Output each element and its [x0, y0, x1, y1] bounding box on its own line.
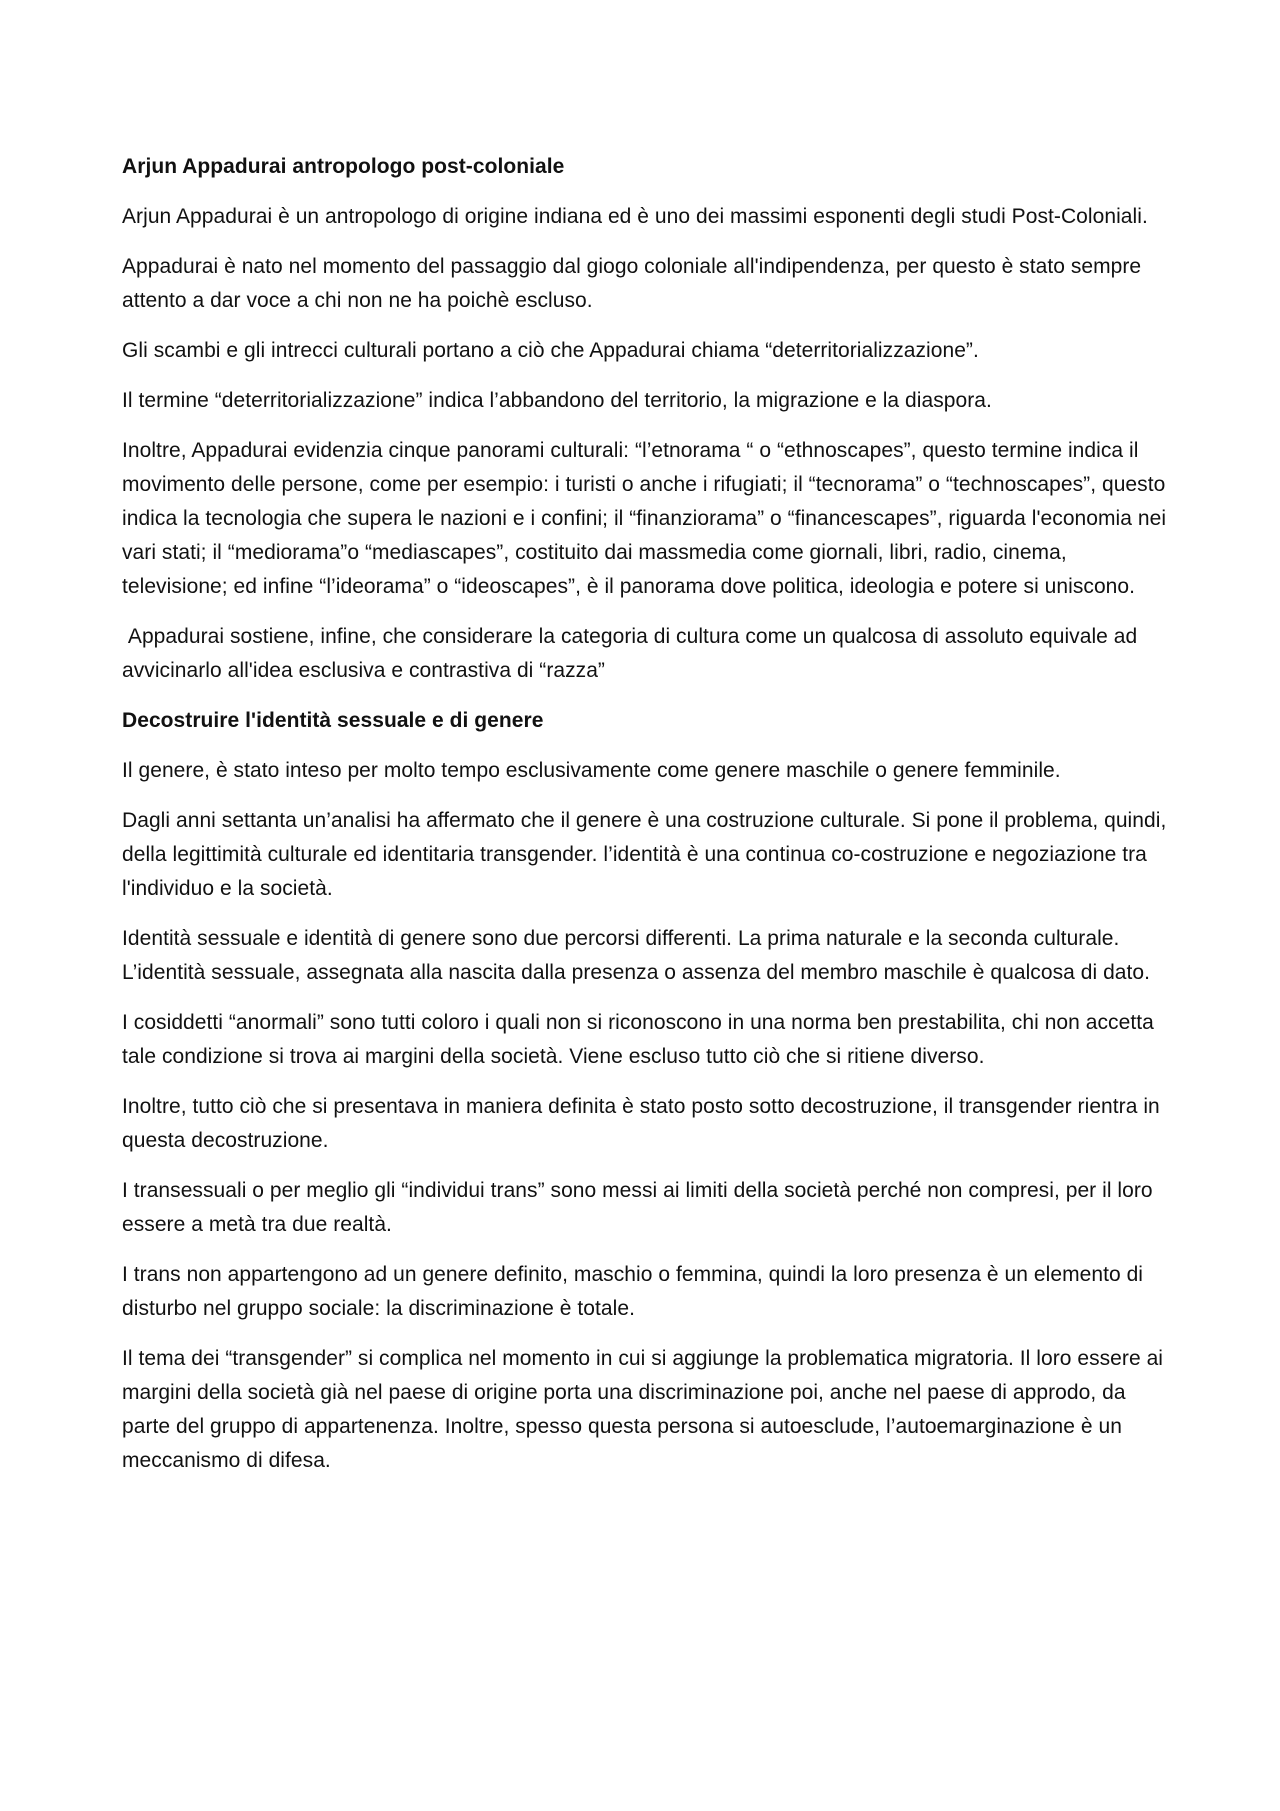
paragraph: Il termine “deterritorializzazione” indica l’abbandono del territorio, la migrazione e la diaspora.: [122, 389, 992, 412]
paragraph: I cosiddetti “anormali” sono tutti coloro i quali non si riconoscono in una norma ben prestabilita, chi non accetta tale condizione si trova ai margini della società. Viene escluso tutto ciò che si ritiene diverso.: [122, 1011, 1160, 1068]
paragraph: I trans non appartengono ad un genere definito, maschio o femmina, quindi la loro presenza è un elemento di disturbo nel gruppo sociale: la discriminazione è totale.: [122, 1263, 1149, 1320]
paragraph: Inoltre, tutto ciò che si presentava in maniera definita è stato posto sotto decostruzione, il transgender rientra in questa decostruzione.: [122, 1095, 1166, 1152]
paragraph: Arjun Appadurai è un antropologo di origine indiana ed è uno dei massimi esponenti degli studi Post-Coloniali.: [122, 205, 1148, 228]
paragraph: Gli scambi e gli intrecci culturali portano a ciò che Appadurai chiama “deterritorializzazione”.: [122, 339, 979, 362]
paragraph: Dagli anni settanta un’analisi ha affermato che il genere è una costruzione culturale. Si pone il problema, quindi, della legittimità culturale ed identitaria transgender. l’identità è una continua co-costruzione e negoziazione tra l'individuo e la società.: [122, 809, 1173, 900]
paragraph: Il tema dei “transgender” si complica nel momento in cui si aggiunge la problematica migratoria. Il loro essere ai margini della società già nel paese di origine porta una discriminazione poi, anche nel paese di approdo, da parte del gruppo di appartenenza. Inoltre, spesso questa persona si autoesclude, l’autoemarginazione è un meccanismo di difesa.: [122, 1347, 1169, 1472]
paragraph: I transessuali o per meglio gli “individui trans” sono messi ai limiti della società perché non compresi, per il loro essere a metà tra due realtà.: [122, 1179, 1159, 1236]
paragraph: Appadurai sostiene, infine, che considerare la categoria di cultura come un qualcosa di assoluto equivale ad avvicinarlo all'idea esclusiva e contrastiva di “razza”: [122, 625, 1144, 682]
document-body: [122, 150, 1172, 1494]
paragraph: Il genere, è stato inteso per molto tempo esclusivamente come genere maschile o genere femminile.: [122, 759, 1061, 782]
paragraph: Appadurai è nato nel momento del passaggio dal giogo coloniale all'indipendenza, per questo è stato sempre attento a dar voce a chi non ne ha poichè escluso.: [122, 255, 1148, 312]
paragraph: Identità sessuale e identità di genere sono due percorsi differenti. La prima naturale e la seconda culturale. L’identità sessuale, assegnata alla nascita dalla presenza o assenza del membro maschile è qualcosa di dato.: [122, 927, 1151, 984]
paragraph: Inoltre, Appadurai evidenzia cinque panorami culturali: “l’etnorama “ o “ethnoscapes”, questo termine indica il movimento delle persone, come per esempio: i turisti o anche i rifugiati; il “tecnorama” o “technoscapes”, questo indica la tecnologia che supera le nazioni e i confini; il “finanziorama” o “financescapes”, riguarda l'economia nei vari stati; il “mediorama”o “mediascapes”, costituito dai massmedia come giornali, libri, radio, cinema, televisione; ed infine “l’ideorama” o “ideoscapes”, è il panorama dove politica, ideologia e potere si uniscono.: [122, 439, 1172, 598]
section-heading-appadurai: Arjun Appadurai antropologo post-coloniale: [122, 155, 565, 178]
section-heading-gender: Decostruire l'identità sessuale e di genere: [122, 709, 544, 732]
